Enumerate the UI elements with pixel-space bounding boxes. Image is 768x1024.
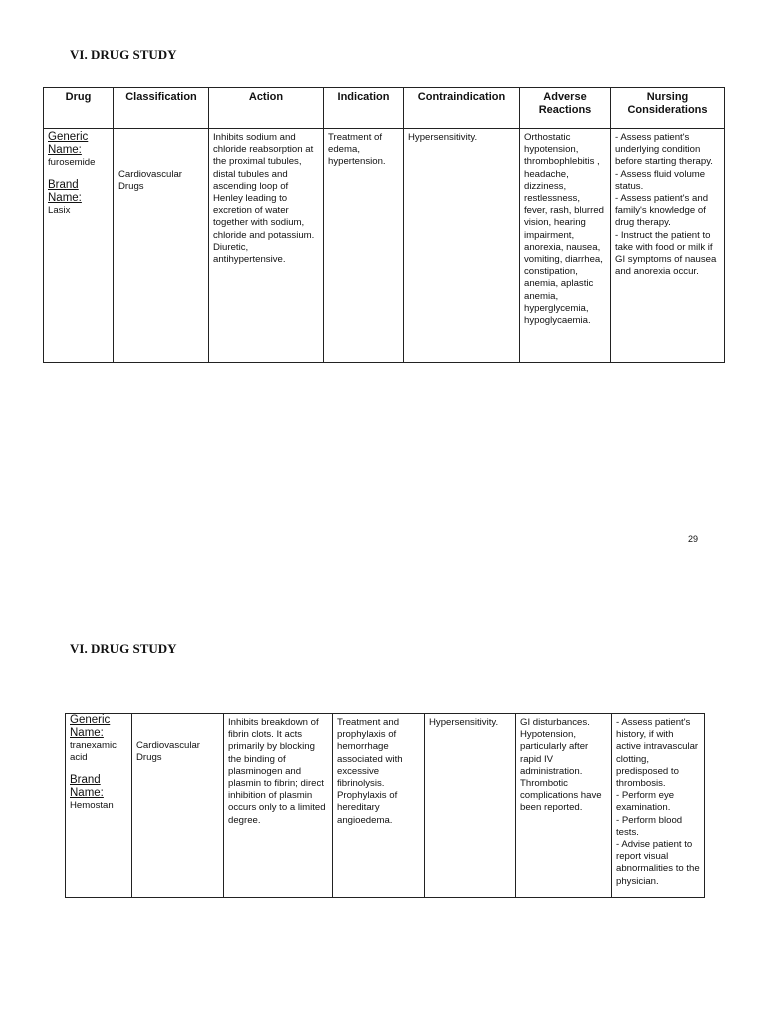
nursing-item: - Advise patient to report visual abnormalities to the physician. <box>616 839 700 887</box>
section-title: VI. DRUG STUDY <box>70 47 177 62</box>
header-drug: Drug <box>44 88 114 129</box>
page-number: 29 <box>688 534 699 544</box>
nursing-item: - Instruct the patient to take with food or milk if GI symptoms of nausea and anorexia occur. <box>615 229 717 278</box>
action-cell: Inhibits sodium and chloride reabsorption at the proximal tubules, distal tubules and ascending loop of Henley leading to excretion of water together with sodium, chloride and potassium. Diuretic, antihypertensive. <box>209 129 324 363</box>
drug-study-table <box>43 87 725 363</box>
indication-cell: Treatment and prophylaxis of hemorrhage associated with excessive fibrinolysis. Prophylaxis of hereditary angioedema. <box>333 714 425 898</box>
header-contraindication: Contraindication <box>404 88 520 129</box>
nursing-item: - Assess patient's history, if with active intravascular clotting, predisposed to thrombosis. <box>616 717 699 790</box>
table-header-row <box>44 88 725 129</box>
drug-study-table-2 <box>65 713 705 898</box>
brand-name-label: Brand Name: <box>70 774 104 799</box>
brand-name-label: Brand Name: <box>48 179 82 204</box>
header-indication: Indication <box>324 88 404 129</box>
generic-name-value: tranexamic acid <box>70 740 117 763</box>
classification-cell <box>132 714 224 898</box>
brand-name-value: Hemostan <box>70 800 114 811</box>
table-row <box>66 714 705 898</box>
header-adverse-reactions: Adverse Reactions <box>520 88 611 129</box>
indication-cell: Treatment of edema, hypertension. <box>324 129 404 363</box>
nursing-considerations-cell <box>611 129 725 363</box>
nursing-item: - Perform eye examination. <box>616 790 675 814</box>
action-cell: Inhibits breakdown of fibrin clots. It acts primarily by blocking the binding of plasminogen and plasmin to fibrin; direct inhibition of plasmin occurs only to a limited degree. <box>224 714 333 898</box>
nursing-item: - Assess patient's underlying condition before starting therapy. <box>615 132 713 168</box>
adverse-reactions-cell: GI disturbances. Hypotension, particularly after rapid IV administration. Thrombotic complications have been reported. <box>516 714 612 898</box>
header-action: Action <box>209 88 324 129</box>
generic-name-label: Generic Name: <box>70 714 111 739</box>
table-row <box>44 129 725 363</box>
header-classification: Classification <box>114 88 209 129</box>
brand-name-value: Lasix <box>48 205 71 216</box>
classification-value: Cardiovascular Drugs <box>136 740 200 764</box>
classification-cell <box>114 129 209 363</box>
nursing-item: - Assess patient's and family's knowledge of drug therapy. <box>615 193 709 229</box>
generic-name-label: Generic Name: <box>48 131 89 156</box>
section-title: VI. DRUG STUDY <box>70 641 177 656</box>
contraindication-cell: Hypersensitivity. <box>404 129 520 363</box>
contraindication-cell: Hypersensitivity. <box>425 714 516 898</box>
drug-cell <box>44 129 114 363</box>
drug-cell <box>66 714 132 898</box>
nursing-item: - Perform blood tests. <box>616 814 683 838</box>
header-nursing-considerations: Nursing Considerations <box>611 88 725 129</box>
generic-name-value: furosemide <box>48 157 96 168</box>
nursing-considerations-cell <box>612 714 705 898</box>
nursing-item: - Assess fluid volume status. <box>615 168 706 192</box>
classification-value: Cardiovascular Drugs <box>118 169 182 193</box>
adverse-reactions-cell: Orthostatic hypotension, thrombophlebitis , headache, dizziness, restlessness, fever, rash, blurred vision, hearing impairment, anorexia, nausea, vomiting, diarrhea, constipation, anemia, aplastic anemia, hyperglycemia, hypoglycaemia. <box>520 129 611 363</box>
